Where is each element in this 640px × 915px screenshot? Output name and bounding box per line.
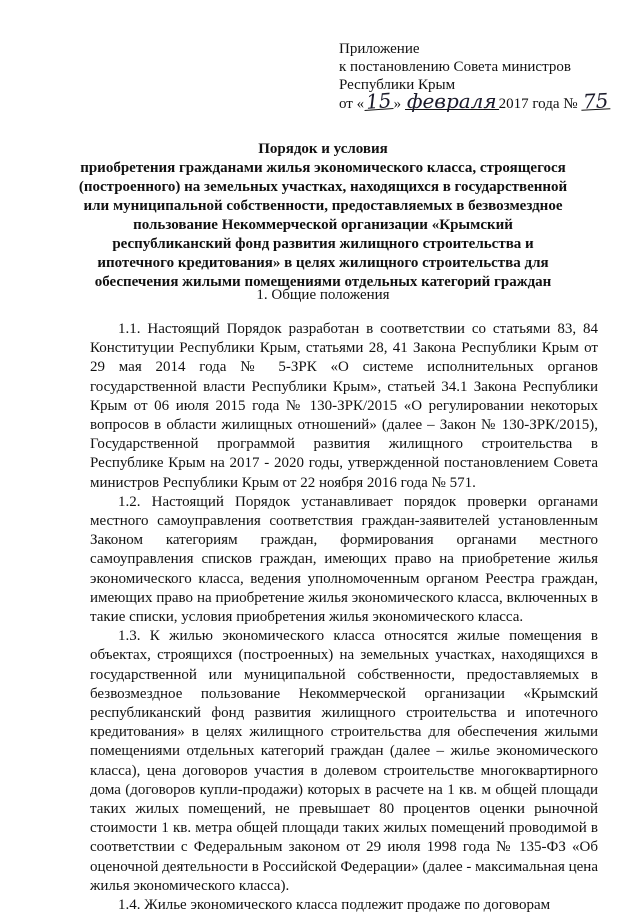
title-line: ипотечного кредитования» в целях жилищного строительства для (97, 255, 549, 271)
appendix-date-line (339, 88, 629, 114)
date-close-quote: » (393, 96, 402, 112)
title-line: или муниципальной собственности, предоставляемых в безвозмездное (83, 198, 563, 214)
appendix-block (339, 40, 629, 113)
paragraph-1-1: 1.1. Настоящий Порядок разработан в соответствии со статьями 83, 84 Конституции Республики Крым, статьями 28, 41 Закона Республики Крым от 29 мая 2014 года № 5-ЗРК «О системе исполнительных органов государственной власти Республики Крым», статьей 34.1 Закона Республики Крым от 06 июля 2015 года № 130-ЗРК/2015 «О регулировании некоторых вопросов в области жилищных отношений» (далее – Закон № 130-ЗРК/2015), Государственной программой развития жилищного строительства в Республике Крым на 2017 - 2020 годы, утвержденной постановлением Совета министров Республики Крым от 22 ноября 2016 года № 571. (90, 321, 598, 491)
title-line: (построенного) на земельных участках, находящихся в государственной (78, 179, 568, 195)
paragraph-1-4: 1.4. Жилье экономического класса подлежит продаже по договорам (118, 897, 551, 914)
section-heading: 1. Общие положения (256, 287, 390, 303)
title-line: Порядок и условия (258, 141, 388, 157)
title-line: пользование Некоммерческой организации «Крымский (133, 217, 513, 233)
handwritten-number: 75 (582, 88, 610, 114)
appendix-resolution: к постановлению Совета министров (339, 59, 571, 75)
paragraph-1-2: 1.2. Настоящий Порядок устанавливает порядок проверки органами местного самоуправления соответствия граждан-заявителей установленным Законом категориям граждан, формирования органами местного самоуправления списков граждан, имеющих право на приобретение жилья экономического класса, ведения уполномоченным органом Реестра граждан, имеющих право на приобретение жилья экономического класса, включенных в такие списки, условия приобретения жилья экономического класса. (90, 493, 598, 626)
title-line: республиканский фонд развития жилищного строительства и (112, 236, 534, 252)
appendix-republic: Республики Крым (339, 77, 456, 93)
handwritten-day: 15 (365, 88, 393, 114)
document-body (90, 320, 598, 915)
appendix-label: Приложение (339, 41, 420, 57)
date-year: 2017 года № (498, 96, 578, 112)
handwritten-month: февраля (406, 89, 497, 113)
paragraph-1-3: 1.3. К жилью экономического класса относятся жилые помещения в объектах, строящихся (построенных) на земельных участках, находящихся в государственной или муниципальной собственности, предоставляемых в безвозмездное пользование Некоммерческой организации «Крымский республиканский фонд развития жилищного строительства и ипотечного кредитования» в целях жилищного строительства для обеспечения жилыми помещениями отдельных категорий граждан (далее – жилье экономического класса), цена договоров участия в долевом строительстве многоквартирного дома (договоров купли-продажи) которых в расчете на 1 кв. м общей площади таких жилых помещений, не превышает 80 процентов оценки рыночной стоимости 1 кв. метра общей площади таких жилых помещений проводимой в соответствии с Федеральным законом от 29 июля 1998 года № 135-ФЗ «Об оценочной деятельности в Российской Федерации» (далее - максимальная цена жилья экономического класса). (90, 628, 598, 894)
title-line: обеспечения жилыми помещениями отдельных категорий граждан (94, 274, 552, 290)
title-line: приобретения гражданами жилья экономического класса, строящегося (80, 160, 566, 176)
document-title (58, 140, 588, 292)
date-prefix: от « (339, 96, 365, 112)
